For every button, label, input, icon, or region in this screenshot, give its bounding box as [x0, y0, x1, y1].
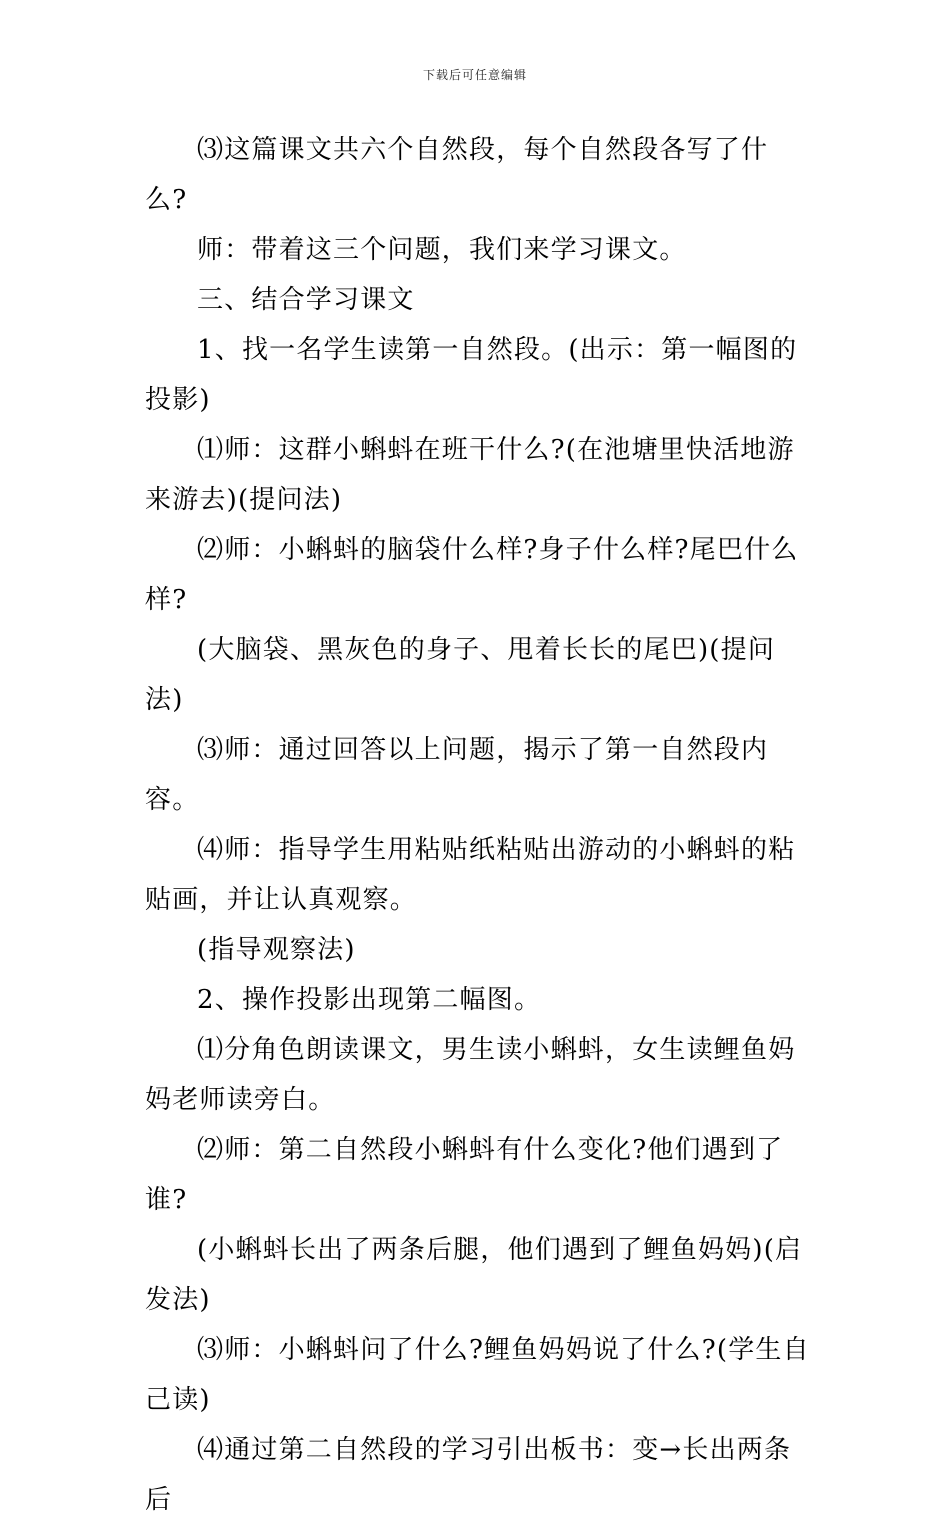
paragraph: 1、找一名学生读第一自然段。(出示：第一幅图的投影) [145, 335, 798, 415]
paragraph: ⑷师：指导学生用粘贴纸粘贴出游动的小蝌蚪的粘贴画，并让认真观察。 [145, 835, 796, 915]
paragraph: ⑴分角色朗读课文，男生读小蝌蚪，女生读鲤鱼妈妈老师读旁白。 [145, 1035, 796, 1115]
paragraph: ⑴师：这群小蝌蚪在班干什么?(在池塘里快活地游来游去)(提问法) [145, 435, 795, 515]
paragraph: (小蝌蚪长出了两条后腿，他们遇到了鲤鱼妈妈)(启发法) [145, 1235, 803, 1315]
paragraph: ⑶这篇课文共六个自然段，每个自然段各写了什么? [145, 135, 769, 215]
paragraph: ⑶师：小蝌蚪问了什么?鲤鱼妈妈说了什么?(学生自己读) [145, 1335, 810, 1415]
paragraph: (指导观察法) [197, 935, 356, 965]
section-heading: 三、结合学习课文 [197, 285, 415, 315]
document-body [145, 125, 810, 1525]
page-header: 下载后可任意编辑 [422, 68, 527, 82]
paragraph: ⑵师：第二自然段小蝌蚪有什么变化?他们遇到了谁? [145, 1135, 784, 1215]
paragraph: 2、操作投影出现第二幅图。 [197, 985, 542, 1015]
paragraph: ⑷通过第二自然段的学习引出板书：变→长出两条后 [145, 1435, 792, 1515]
paragraph: (大脑袋、黑灰色的身子、甩着长长的尾巴)(提问法) [145, 635, 776, 715]
paragraph: ⑶师：通过回答以上问题，揭示了第一自然段内容。 [145, 735, 769, 815]
paragraph: 师：带着这三个问题，我们来学习课文。 [197, 235, 687, 265]
paragraph: ⑵师：小蝌蚪的脑袋什么样?身子什么样?尾巴什么样? [145, 535, 799, 615]
